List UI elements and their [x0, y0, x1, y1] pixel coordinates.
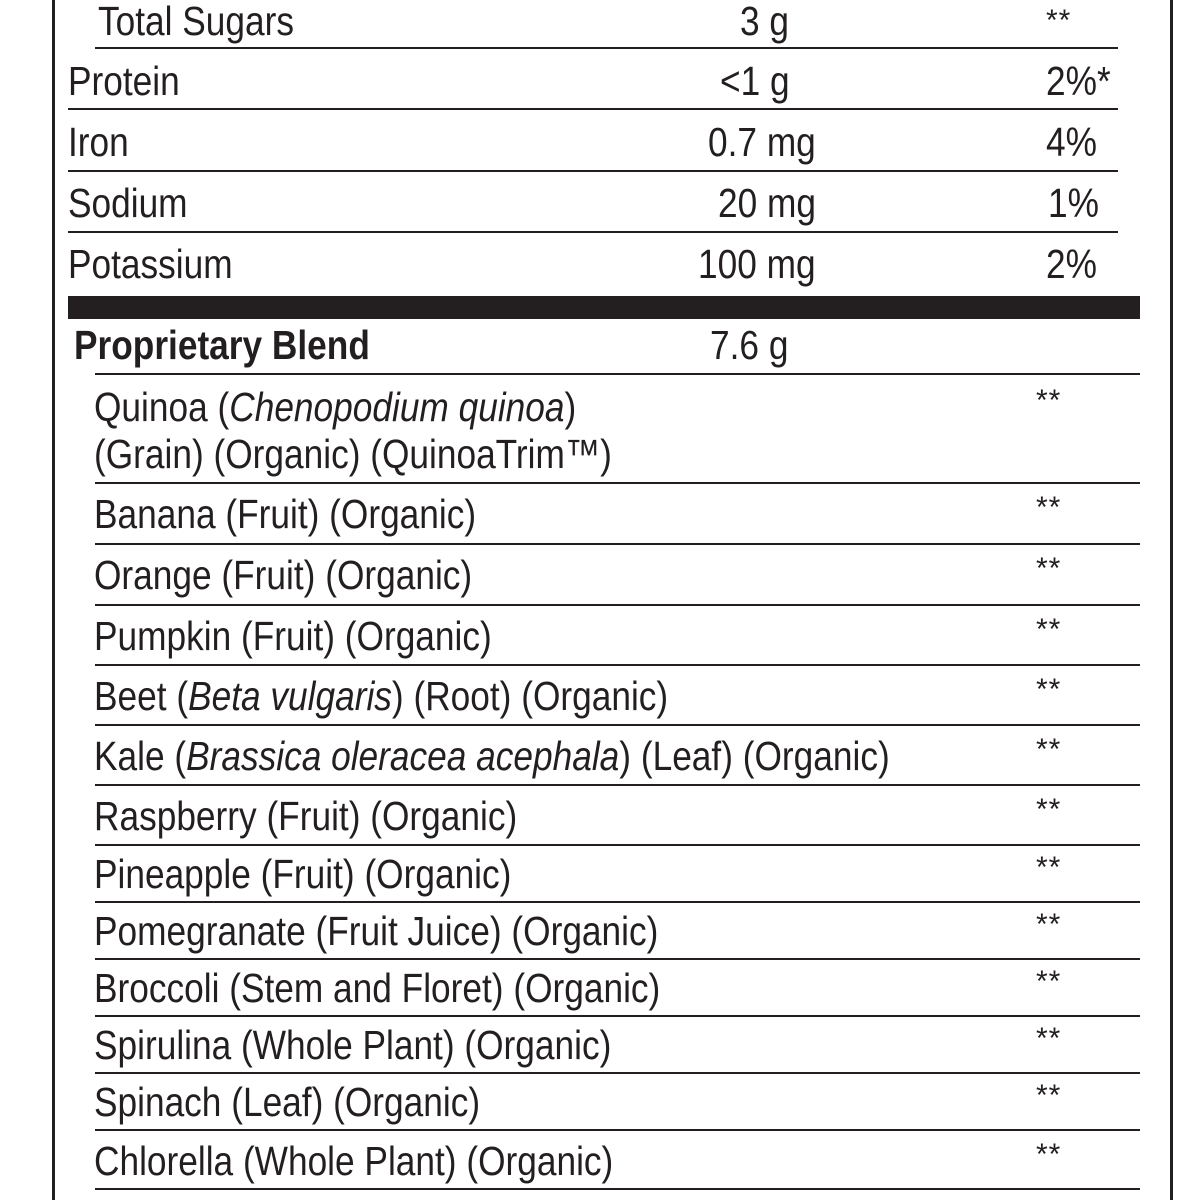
nutrient-dv: 2%*: [1046, 58, 1111, 104]
ingredient-common-name: Pineapple (Fruit) (Organic): [94, 851, 512, 897]
row-divider: [95, 604, 1140, 606]
blend-amount: 7.6 g: [710, 322, 789, 368]
panel-left-border: [52, 0, 55, 1200]
ingredient-common-name: Pumpkin (Fruit) (Organic): [94, 613, 492, 659]
ingredient-name: Quinoa (Chenopodium quinoa): [94, 384, 577, 430]
row-divider: [68, 108, 1118, 110]
ingredient-name: Beet (Beta vulgaris) (Root) (Organic): [94, 673, 669, 719]
nutrient-amount: 20 mg: [718, 180, 816, 226]
nutrient-amount: 3 g: [740, 0, 790, 44]
ingredient-common-name: Spirulina (Whole Plant) (Organic): [94, 1022, 612, 1068]
ingredient-dv: **: [1036, 733, 1062, 766]
ingredient-dv: **: [1036, 1079, 1062, 1112]
ingredient-name: [94, 1078, 480, 1126]
nutrient-dv: 1%: [1048, 180, 1099, 226]
ingredient-common-name: Chlorella (Whole Plant) (Organic): [94, 1138, 614, 1184]
ingredient-dv: **: [1036, 793, 1062, 826]
ingredient-name: [94, 792, 517, 840]
ingredient-name: [94, 907, 658, 955]
nutrient-name: Potassium: [68, 241, 233, 287]
row-divider: [95, 901, 1140, 903]
ingredient-common-name: Banana (Fruit) (Organic): [94, 491, 477, 537]
ingredient-dv: **: [1036, 491, 1062, 524]
ingredient-common-name: Spinach (Leaf) (Organic): [94, 1079, 481, 1125]
ingredient-dv: **: [1036, 613, 1062, 646]
ingredient-dv: **: [1036, 552, 1062, 585]
ingredient-common-name: Orange (Fruit) (Organic): [94, 552, 473, 598]
nutrient-amount: 0.7 mg: [708, 119, 816, 165]
nutrient-name: Total Sugars: [98, 0, 294, 44]
blend-title: Proprietary Blend: [74, 322, 370, 368]
nutrient-dv: 2%: [1046, 241, 1097, 287]
row-divider: [95, 373, 1140, 375]
row-divider: [95, 47, 1118, 49]
nutrient-amount: 100 mg: [698, 241, 816, 287]
ingredient-name: [94, 850, 511, 898]
ingredient-dv: **: [1036, 1138, 1062, 1171]
ingredient-dv: **: [1036, 1022, 1062, 1055]
ingredient-name: [94, 964, 660, 1012]
nutrient-name: Sodium: [68, 180, 188, 226]
row-divider: [95, 784, 1140, 786]
ingredient-name: [94, 1137, 613, 1185]
nutrient-dv: 4%: [1046, 119, 1097, 165]
ingredient-common-name: Pomegranate (Fruit Juice) (Organic): [94, 908, 659, 954]
ingredient-latin-name: Beta vulgaris: [188, 673, 392, 719]
row-divider: [95, 543, 1140, 545]
ingredient-name: [94, 490, 476, 538]
row-divider: [95, 844, 1140, 846]
ingredient-detail: (Grain) (Organic) (QuinoaTrim™): [94, 431, 612, 477]
ingredient-part: (Root) (Organic): [403, 673, 669, 719]
nutrient-name: Protein: [68, 58, 180, 104]
ingredient-common-name: Quinoa: [94, 384, 208, 430]
ingredient-common-name: Beet: [94, 673, 167, 719]
row-divider: [95, 1015, 1140, 1017]
row-divider: [95, 1188, 1140, 1190]
nutrient-amount: <1 g: [720, 58, 790, 104]
row-divider: [68, 231, 1118, 233]
ingredient-name: [94, 1021, 611, 1069]
ingredient-dv: **: [1036, 965, 1062, 998]
ingredient-dv: **: [1036, 673, 1062, 706]
ingredient-name: [94, 551, 472, 599]
row-divider: [95, 482, 1140, 484]
ingredient-part: (Leaf) (Organic): [631, 733, 890, 779]
ingredient-common-name: Kale: [94, 733, 165, 779]
ingredient-common-name: Raspberry (Fruit) (Organic): [94, 793, 518, 839]
nutrient-name: Iron: [68, 119, 129, 165]
nutrient-dv: **: [1046, 4, 1072, 37]
row-divider: [95, 1072, 1140, 1074]
ingredient-name: [94, 612, 492, 660]
row-divider: [95, 724, 1140, 726]
row-divider: [68, 170, 1118, 172]
ingredient-dv: **: [1036, 851, 1062, 884]
panel-right-border: [1170, 0, 1173, 1200]
ingredient-name: Kale (Brassica oleracea acephala) (Leaf) (Organic): [94, 733, 890, 779]
ingredient-latin-name: Brassica oleracea acephala: [186, 733, 620, 779]
section-divider-bar: [68, 296, 1140, 319]
ingredient-dv: **: [1036, 384, 1062, 417]
row-divider: [95, 664, 1140, 666]
row-divider: [95, 1129, 1140, 1131]
row-divider: [95, 958, 1140, 960]
ingredient-common-name: Broccoli (Stem and Floret) (Organic): [94, 965, 661, 1011]
ingredient-dv: **: [1036, 908, 1062, 941]
ingredient-latin-name: Chenopodium quinoa: [229, 384, 565, 430]
